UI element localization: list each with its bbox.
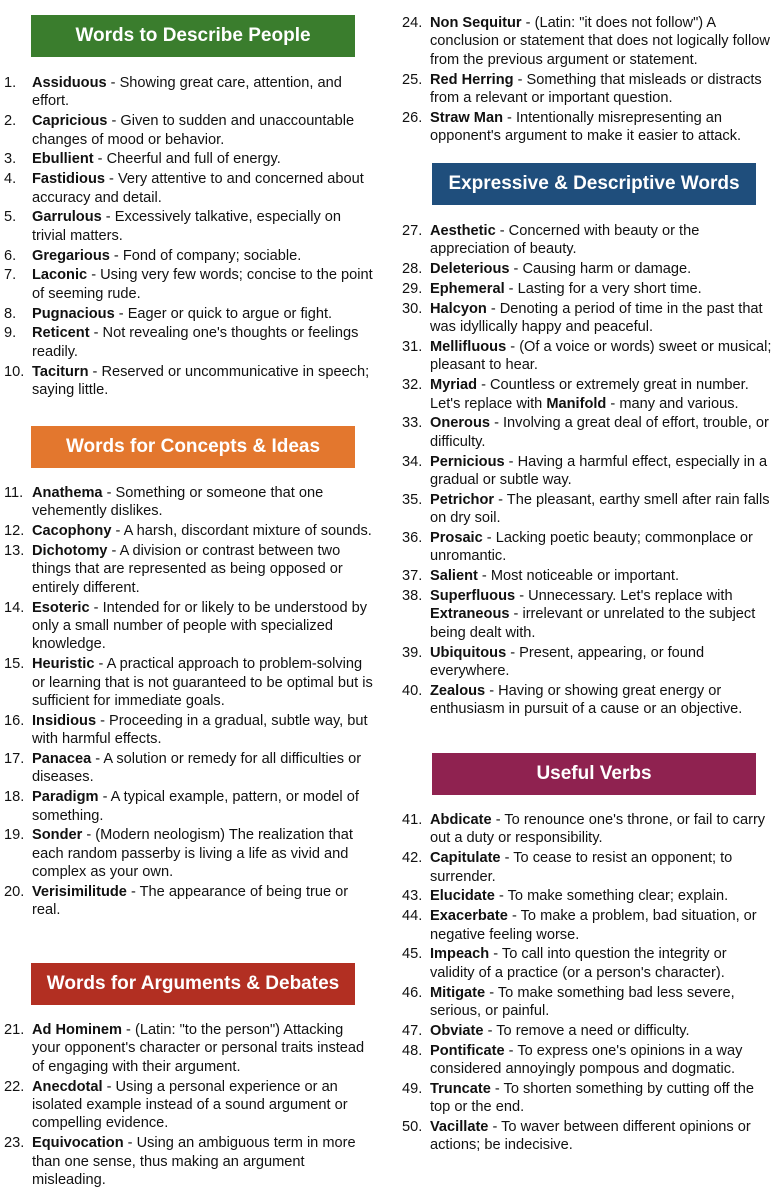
definition: - A harsh, discordant mixture of sounds. bbox=[111, 523, 372, 540]
definition: - The pleasant, earthy smell after rain falls on dry soil. bbox=[430, 491, 770, 527]
definition-replacement: - many and various. bbox=[606, 395, 739, 412]
definition: - Something that misleads or distracts from a relevant or important question. bbox=[430, 71, 762, 107]
item-number: 21. bbox=[4, 1022, 25, 1038]
item-number: 31. bbox=[402, 339, 423, 355]
term: Truncate bbox=[430, 1080, 491, 1097]
list-item bbox=[402, 109, 772, 146]
definition: - (Latin: "it does not follow") A conclusion or statement that does not logically follow from the previous argument or statement. bbox=[430, 15, 770, 68]
term: Heuristic bbox=[32, 656, 95, 673]
definition: - A typical example, pattern, or model of something. bbox=[32, 789, 359, 824]
list-item bbox=[4, 883, 374, 920]
item-number: 1. bbox=[4, 75, 17, 91]
item-number: 22. bbox=[4, 1078, 25, 1095]
entries-arguments-cont bbox=[402, 14, 772, 147]
list-item bbox=[402, 14, 772, 69]
term: Dichotomy bbox=[32, 543, 108, 559]
item-number: 10. bbox=[4, 363, 25, 380]
definition: - Causing harm or damage. bbox=[509, 261, 692, 278]
definition: - Very attentive to and concerned about accuracy and detail. bbox=[32, 171, 364, 206]
entries-people bbox=[4, 74, 374, 401]
term: Onerous bbox=[430, 415, 491, 432]
list-item bbox=[4, 788, 374, 825]
term: Pontificate bbox=[430, 1042, 505, 1059]
list-item bbox=[402, 567, 772, 585]
list-item bbox=[402, 644, 772, 681]
item-number: 19. bbox=[4, 827, 25, 844]
item-number: 12. bbox=[4, 523, 25, 540]
item-number: 33. bbox=[402, 415, 423, 432]
definition: - To shorten something by cutting off the top or the end. bbox=[430, 1080, 754, 1116]
item-number: 23. bbox=[4, 1135, 25, 1152]
item-number: 30. bbox=[402, 300, 423, 317]
item-number: 42. bbox=[402, 850, 423, 867]
term: Mitigate bbox=[430, 984, 486, 1001]
list-item bbox=[402, 1022, 772, 1040]
term: Sonder bbox=[32, 827, 83, 844]
list-item bbox=[402, 338, 772, 375]
list-item bbox=[4, 1078, 374, 1133]
list-item bbox=[4, 74, 374, 111]
definition: - To make something bad less severe, serious, or painful. bbox=[430, 984, 735, 1020]
term: Insidious bbox=[32, 712, 97, 729]
term: Cacophony bbox=[32, 523, 112, 540]
term: Superfluous bbox=[430, 588, 516, 605]
list-item bbox=[402, 280, 772, 298]
list-item bbox=[402, 945, 772, 982]
list-item bbox=[402, 907, 772, 944]
definition: - Lacking poetic beauty; commonplace or unromantic. bbox=[430, 530, 753, 565]
list-item bbox=[402, 376, 772, 413]
term: Garrulous bbox=[32, 209, 102, 226]
list-item bbox=[4, 305, 374, 323]
term: Capitulate bbox=[430, 850, 501, 867]
section-banner-verbs: Useful Verbs bbox=[432, 753, 756, 795]
list-item bbox=[402, 1118, 772, 1155]
item-number: 50. bbox=[402, 1119, 423, 1136]
term: Assiduous bbox=[32, 75, 107, 91]
list-item bbox=[4, 522, 374, 540]
list-item bbox=[4, 655, 374, 710]
definition: - Reserved or uncommunicative in speech; saying little. bbox=[32, 363, 370, 399]
item-number: 26. bbox=[402, 109, 423, 126]
item-number: 44. bbox=[402, 908, 423, 925]
term: Taciturn bbox=[32, 363, 89, 380]
term: Capricious bbox=[32, 113, 108, 130]
section-banner-people: Words to Describe People bbox=[31, 15, 355, 57]
term: Vacillate bbox=[430, 1119, 489, 1136]
definition: - Using an ambiguous term in more than one sense, thus making an argument misleading. bbox=[32, 1135, 356, 1189]
term: Abdicate bbox=[430, 812, 492, 828]
item-number: 25. bbox=[402, 71, 423, 88]
item-number: 7. bbox=[4, 267, 17, 284]
item-number: 49. bbox=[402, 1080, 423, 1097]
item-number: 16. bbox=[4, 712, 25, 729]
definition: - Excessively talkative, especially on trivial matters. bbox=[32, 209, 342, 244]
item-number: 41. bbox=[402, 812, 423, 828]
definition: - (Modern neologism) The realization that each random passerby is living a life as vivid and complex as your own. bbox=[32, 827, 353, 881]
definition: - Having a harmful effect, especially in a gradual or subtle way. bbox=[430, 453, 768, 489]
list-item bbox=[402, 300, 772, 337]
item-number: 15. bbox=[4, 656, 25, 673]
item-number: 29. bbox=[402, 281, 423, 297]
list-item bbox=[4, 363, 374, 400]
list-item bbox=[402, 491, 772, 528]
entries-expressive bbox=[402, 222, 772, 720]
term: Equivocation bbox=[32, 1135, 124, 1152]
term: Ephemeral bbox=[430, 281, 505, 297]
item-number: 35. bbox=[402, 491, 423, 508]
definition: - To express one's opinions in a way considered annoyingly pompous and dogmatic. bbox=[430, 1042, 743, 1078]
list-item bbox=[4, 266, 374, 303]
item-number: 47. bbox=[402, 1022, 423, 1039]
definition: - The appearance of being true or real. bbox=[32, 884, 349, 919]
entries-concepts bbox=[4, 484, 374, 921]
definition: - Not revealing one's thoughts or feelings readily. bbox=[32, 325, 359, 360]
term: Halcyon bbox=[430, 300, 487, 317]
list-item bbox=[402, 453, 772, 490]
definition: - Having or showing great energy or enthusiasm in pursuit of a cause or an objective. bbox=[430, 682, 743, 718]
term: Impeach bbox=[430, 946, 490, 963]
section-banner-arguments: Words for Arguments & Debates bbox=[31, 963, 355, 1005]
list-item bbox=[4, 750, 374, 787]
term: Ubiquitous bbox=[430, 644, 507, 661]
term: Esoteric bbox=[32, 599, 90, 616]
list-item bbox=[4, 599, 374, 654]
list-item bbox=[4, 542, 374, 597]
term: Mellifluous bbox=[430, 339, 507, 355]
entries-arguments bbox=[4, 1021, 374, 1191]
item-number: 13. bbox=[4, 543, 25, 559]
item-number: 18. bbox=[4, 789, 25, 806]
definition: - To remove a need or difficulty. bbox=[483, 1022, 690, 1039]
term: Petrichor bbox=[430, 491, 495, 508]
term: Paradigm bbox=[32, 789, 99, 806]
definition: - Using a personal experience or an isolated example instead of a sound argument or compelling evidence. bbox=[32, 1078, 348, 1132]
definition: - To cease to resist an opponent; to surrender. bbox=[430, 850, 733, 885]
definition: - To waver between different opinions or actions; be indecisive. bbox=[430, 1119, 751, 1154]
list-item bbox=[4, 112, 374, 149]
term: Anecdotal bbox=[32, 1078, 103, 1095]
definition: - Unnecessary. Let's replace with bbox=[515, 588, 733, 605]
definition: - Most noticeable or important. bbox=[477, 568, 680, 585]
item-number: 38. bbox=[402, 588, 423, 605]
list-item bbox=[4, 150, 374, 168]
term: Panacea bbox=[32, 751, 92, 768]
term: Pernicious bbox=[430, 453, 505, 470]
term: Exacerbate bbox=[430, 908, 508, 925]
term-replacement: Extraneous bbox=[430, 606, 510, 623]
item-number: 45. bbox=[402, 946, 423, 963]
term: Gregarious bbox=[32, 247, 110, 264]
term: Prosaic bbox=[430, 530, 483, 547]
list-item bbox=[4, 247, 374, 265]
item-number: 4. bbox=[4, 171, 17, 188]
list-item bbox=[402, 414, 772, 451]
definition: - Denoting a period of time in the past that was idyllically happy and peaceful. bbox=[430, 300, 763, 336]
definition-replacement: - irrelevant or unrelated to the subject being dealt with. bbox=[430, 606, 756, 641]
list-item bbox=[402, 1042, 772, 1079]
definition: - Present, appearing, or found everywhere. bbox=[430, 644, 705, 680]
item-number: 8. bbox=[4, 305, 17, 322]
list-item bbox=[402, 984, 772, 1021]
term: Deleterious bbox=[430, 261, 510, 278]
term: Salient bbox=[430, 568, 478, 585]
section-banner-expressive: Expressive & Descriptive Words bbox=[432, 163, 756, 205]
item-number: 40. bbox=[402, 682, 423, 699]
item-number: 37. bbox=[402, 568, 423, 585]
term: Anathema bbox=[32, 485, 103, 501]
list-item bbox=[402, 887, 772, 905]
definition: - Eager or quick to argue or fight. bbox=[114, 305, 333, 322]
definition: - Intentionally misrepresenting an opponent's argument to make it easier to attack. bbox=[430, 109, 742, 145]
section-banner-concepts: Words for Concepts & Ideas bbox=[31, 426, 355, 468]
definition: - Proceeding in a gradual, subtle way, but with harmful effects. bbox=[32, 712, 368, 748]
item-number: 46. bbox=[402, 984, 423, 1001]
definition: - A division or contrast between two things that are represented as being opposed or entirely different. bbox=[32, 543, 343, 596]
definition: - Cheerful and full of energy. bbox=[93, 151, 281, 168]
list-item bbox=[402, 529, 772, 566]
item-number: 27. bbox=[402, 223, 423, 239]
list-item bbox=[4, 826, 374, 881]
definition: - A practical approach to problem-solving or learning that is not guaranteed to be optimal but is sufficient for immediate goals. bbox=[32, 656, 373, 710]
term: Reticent bbox=[32, 325, 90, 342]
definition: - Concerned with beauty or the appreciation of beauty. bbox=[430, 223, 700, 258]
definition: - (Of a voice or words) sweet or musical; pleasant to hear. bbox=[430, 339, 772, 374]
term: Ebullient bbox=[32, 151, 94, 168]
definition: - A solution or remedy for all difficulties or diseases. bbox=[32, 751, 362, 786]
term: Myriad bbox=[430, 377, 478, 394]
list-item bbox=[4, 324, 374, 361]
list-item bbox=[402, 849, 772, 886]
list-item bbox=[402, 260, 772, 278]
term: Laconic bbox=[32, 267, 88, 284]
item-number: 6. bbox=[4, 247, 17, 264]
term: Aesthetic bbox=[430, 223, 496, 239]
item-number: 24. bbox=[402, 15, 423, 31]
item-number: 20. bbox=[4, 884, 25, 901]
list-item bbox=[4, 1021, 374, 1076]
entries-verbs bbox=[402, 811, 772, 1156]
definition: - Lasting for a very short time. bbox=[504, 281, 702, 297]
list-item bbox=[4, 484, 374, 521]
definition: - Showing great care, attention, and effort. bbox=[32, 75, 342, 110]
list-item bbox=[402, 1080, 772, 1117]
definition: - To renounce one's throne, or fail to carry out a duty or responsibility. bbox=[430, 812, 766, 847]
definition: - Using very few words; concise to the point of seeming rude. bbox=[32, 267, 373, 302]
item-number: 11. bbox=[4, 485, 24, 501]
term-replacement: Manifold bbox=[546, 395, 607, 412]
definition: - To call into question the integrity or validity of a practice (or a person's character). bbox=[430, 946, 727, 981]
item-number: 39. bbox=[402, 644, 423, 661]
definition: - To make a problem, bad situation, or negative feeling worse. bbox=[430, 908, 757, 943]
list-item bbox=[402, 682, 772, 719]
list-item bbox=[4, 712, 374, 749]
term: Ad Hominem bbox=[32, 1022, 122, 1038]
definition: - Fond of company; sociable. bbox=[109, 247, 302, 264]
definition: - Intended for or likely to be understood by only a small number of people with specialized knowledge. bbox=[32, 599, 368, 653]
term: Elucidate bbox=[430, 888, 495, 905]
definition: - Given to sudden and unaccountable changes of mood or behavior. bbox=[32, 113, 355, 148]
definition: - Countless or extremely great in number. Let's replace with bbox=[430, 377, 749, 412]
item-number: 14. bbox=[4, 599, 25, 616]
term: Non Sequitur bbox=[430, 15, 522, 31]
item-number: 17. bbox=[4, 751, 25, 768]
term: Straw Man bbox=[430, 109, 503, 126]
definition: - To make something clear; explain. bbox=[494, 888, 729, 905]
definition: - Something or someone that one vehemently dislikes. bbox=[32, 485, 324, 520]
list-item bbox=[402, 811, 772, 848]
item-number: 5. bbox=[4, 209, 17, 226]
item-number: 43. bbox=[402, 888, 423, 905]
item-number: 34. bbox=[402, 453, 423, 470]
item-number: 2. bbox=[4, 113, 17, 130]
term: Verisimilitude bbox=[32, 884, 127, 901]
item-number: 48. bbox=[402, 1042, 423, 1059]
item-number: 28. bbox=[402, 261, 423, 278]
item-number: 9. bbox=[4, 325, 17, 342]
list-item bbox=[4, 208, 374, 245]
list-item bbox=[4, 1134, 374, 1189]
term: Zealous bbox=[430, 682, 486, 699]
list-item bbox=[402, 71, 772, 108]
term: Red Herring bbox=[430, 71, 514, 88]
item-number: 36. bbox=[402, 530, 423, 547]
list-item bbox=[4, 170, 374, 207]
definition: - Involving a great deal of effort, trouble, or difficulty. bbox=[430, 415, 769, 450]
item-number: 3. bbox=[4, 151, 17, 168]
definition: - (Latin: "to the person") Attacking your opponent's character or personal traits instead of engaging with their argument. bbox=[32, 1022, 365, 1075]
term: Pugnacious bbox=[32, 305, 115, 322]
list-item bbox=[402, 587, 772, 642]
term: Fastidious bbox=[32, 171, 105, 188]
term: Obviate bbox=[430, 1022, 484, 1039]
list-item bbox=[402, 222, 772, 259]
item-number: 32. bbox=[402, 377, 423, 394]
